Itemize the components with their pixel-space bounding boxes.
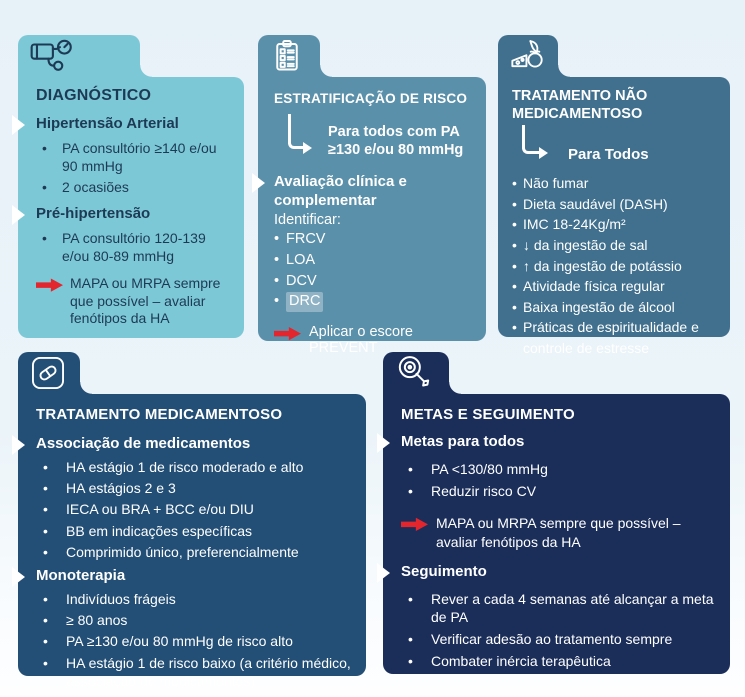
section-heading: Hipertensão Arterial xyxy=(36,115,179,132)
list-item xyxy=(401,460,718,478)
list-item-text: • Comprimido único, preferencialmente xyxy=(66,543,299,560)
red-arrow-icon xyxy=(401,517,428,531)
list-item-text: • PA consultório 120-139 e/ou 80-89 mmHg xyxy=(62,229,206,264)
list-item-text: • IECA ou BRA + BCC e/ou DIU xyxy=(66,501,254,518)
list-item xyxy=(274,272,476,292)
list-item-text: • BB em indicações específicas xyxy=(66,522,252,539)
section-heading: Avaliação clínica e complementar xyxy=(274,173,407,210)
section-arrow-marker-icon xyxy=(252,173,265,193)
list-item-text: • Atividade física regular xyxy=(523,278,665,295)
list-item xyxy=(36,458,354,476)
list-item-text: • IMC 18-24Kg/m² xyxy=(523,216,626,233)
list-item-text: • Baixa ingestão de álcool xyxy=(523,298,675,315)
list-item-text: • PA ≥130 e/ou 80 mmHg de risco alto xyxy=(66,633,293,650)
card-nao-medicamentoso-tab xyxy=(498,35,558,77)
section-hipertensao-arterial xyxy=(36,115,232,132)
card-estratificacao-body xyxy=(258,77,486,356)
section-arrow-marker-icon xyxy=(12,205,25,225)
healthy-food-icon xyxy=(509,38,547,74)
card-title: DIAGNÓSTICO xyxy=(36,87,152,104)
card-tratamento-medicamentoso xyxy=(18,352,366,689)
card-title: TRATAMENTO MEDICAMENTOSO xyxy=(36,406,283,423)
list-item xyxy=(512,235,722,256)
callout-para-todos xyxy=(512,127,722,163)
list-item xyxy=(512,173,722,194)
callout-para-todos xyxy=(274,112,476,160)
section-heading: Seguimento xyxy=(401,562,487,580)
section-avaliacao xyxy=(274,172,476,210)
list-item xyxy=(512,214,722,235)
list-item xyxy=(401,590,718,626)
identify-label: Identificar: xyxy=(274,212,341,229)
list-item xyxy=(401,482,718,500)
list-item xyxy=(401,630,718,648)
section-arrow-marker-icon xyxy=(12,115,25,135)
section-associacao xyxy=(36,435,354,452)
card-diagnostico xyxy=(18,35,244,338)
list-item xyxy=(274,251,476,271)
list-item-text: • Dieta saudável (DASH) xyxy=(523,195,668,212)
list-item-text: • Rever a cada 4 semanas até alcançar a meta de PA xyxy=(431,590,714,625)
section-arrow-marker-icon xyxy=(377,563,390,583)
card-tratamento-nao-medicamentoso xyxy=(498,35,730,356)
list-item-text: • HA estágio 1 de risco baixo (a critério médico, associação de medicamentos) xyxy=(66,654,351,689)
list-item xyxy=(512,194,722,215)
card-nao-medicamentoso-body xyxy=(498,77,730,356)
list-item xyxy=(36,230,232,265)
list-item-text: • HA estágio 1 de risco moderado e alto xyxy=(66,459,304,475)
red-arrow-icon xyxy=(274,327,301,341)
elbow-arrow-icon xyxy=(522,125,545,154)
list-item xyxy=(512,276,722,297)
list-item-text: • ↑ da ingestão de potássio xyxy=(523,257,682,274)
section-heading: Pré-hipertensão xyxy=(36,204,151,222)
callout-text: Para Todos xyxy=(568,146,649,164)
list-item-text: • FRCV xyxy=(286,231,326,248)
pill-icon xyxy=(29,354,67,392)
list-item xyxy=(274,230,476,250)
card-estratificacao-de-risco xyxy=(258,35,486,356)
card-title: TRATAMENTO NÃO MEDICAMENTOSO xyxy=(512,88,648,123)
list-item xyxy=(36,522,354,540)
card-medicamentoso-tab xyxy=(18,352,80,394)
list-item-text: • Não fumar xyxy=(523,175,589,192)
list-item-text: • DRC xyxy=(286,292,323,312)
list-item-text: • PA consultório ≥140 e/ou 90 mmHg xyxy=(62,140,217,174)
list-item xyxy=(36,654,354,690)
note-text: MAPA ou MRPA sempre que possível – avaliar fenótipos da HA xyxy=(70,275,221,327)
section-arrow-marker-icon xyxy=(12,435,25,455)
list-item-text: • 2 ocasiões xyxy=(62,179,129,196)
section-monoterapia xyxy=(36,567,354,584)
blood-pressure-monitor-icon xyxy=(29,38,75,74)
clipboard-checklist-icon xyxy=(269,38,305,74)
list-item-text: • ≥ 80 anos xyxy=(66,612,128,629)
list-item xyxy=(36,632,354,650)
list-item xyxy=(36,500,354,518)
note-text: MAPA ou MRPA sempre que possível – avaliar fenótipos da HA xyxy=(436,515,681,550)
section-heading: Associação de medicamentos xyxy=(36,435,251,452)
card-metas-tab xyxy=(383,352,449,394)
section-heading: Monoterapia xyxy=(36,566,126,584)
card-title: ESTRATIFICAÇÃO DE RISCO xyxy=(274,91,468,106)
prevent-note xyxy=(274,324,476,356)
red-arrow-icon xyxy=(36,278,63,292)
list-item-text: • Verificar adesão ao tratamento sempre xyxy=(431,631,673,648)
list-item xyxy=(401,652,718,670)
section-arrow-marker-icon xyxy=(377,433,390,453)
list-item xyxy=(512,256,722,277)
note-text: Aplicar o escore PREVENT xyxy=(309,323,413,356)
section-seguimento xyxy=(401,563,718,580)
list-item-text: • LOA xyxy=(286,251,316,268)
list-item-text: • Combater inércia terapêutica xyxy=(431,653,611,670)
card-diagnostico-body xyxy=(18,77,244,338)
list-item xyxy=(36,543,354,561)
list-item xyxy=(36,611,354,629)
list-item-text: • Indivíduos frágeis xyxy=(66,590,176,607)
card-diagnostico-tab xyxy=(18,35,140,77)
card-estratificacao-tab xyxy=(258,35,320,77)
elbow-arrow-icon xyxy=(288,114,309,149)
list-item xyxy=(36,140,232,175)
list-item-highlighted xyxy=(274,292,476,312)
list-item-text: • Reduzir risco CV xyxy=(431,483,537,500)
section-arrow-marker-icon xyxy=(12,567,25,587)
list-item-text: • Práticas de espiritualidade e controle de estresse xyxy=(523,319,699,356)
card-title: METAS E SEGUIMENTO xyxy=(401,406,575,423)
callout-text: Para todos com PA ≥130 e/ou 80 mmHg xyxy=(328,123,464,159)
list-item-text: • HA estágios 2 e 3 xyxy=(66,480,176,497)
card-medicamentoso-body xyxy=(18,394,366,689)
target-arrow-icon xyxy=(394,353,434,393)
section-metas-para-todos xyxy=(401,433,718,450)
card-metas-e-seguimento xyxy=(383,352,730,674)
section-pre-hipertensao xyxy=(36,205,232,222)
card-metas-body xyxy=(383,394,730,674)
list-item xyxy=(36,590,354,608)
list-item xyxy=(36,179,232,197)
mapa-note xyxy=(36,275,232,328)
section-heading: Metas para todos xyxy=(401,433,525,450)
list-item-text: • PA <130/80 mmHg xyxy=(431,461,548,477)
list-item-text: • ↓ da ingestão de sal xyxy=(523,236,648,253)
list-item xyxy=(36,479,354,497)
list-item xyxy=(512,297,722,318)
mapa-note xyxy=(401,514,718,550)
list-item-text: • DCV xyxy=(286,272,317,289)
